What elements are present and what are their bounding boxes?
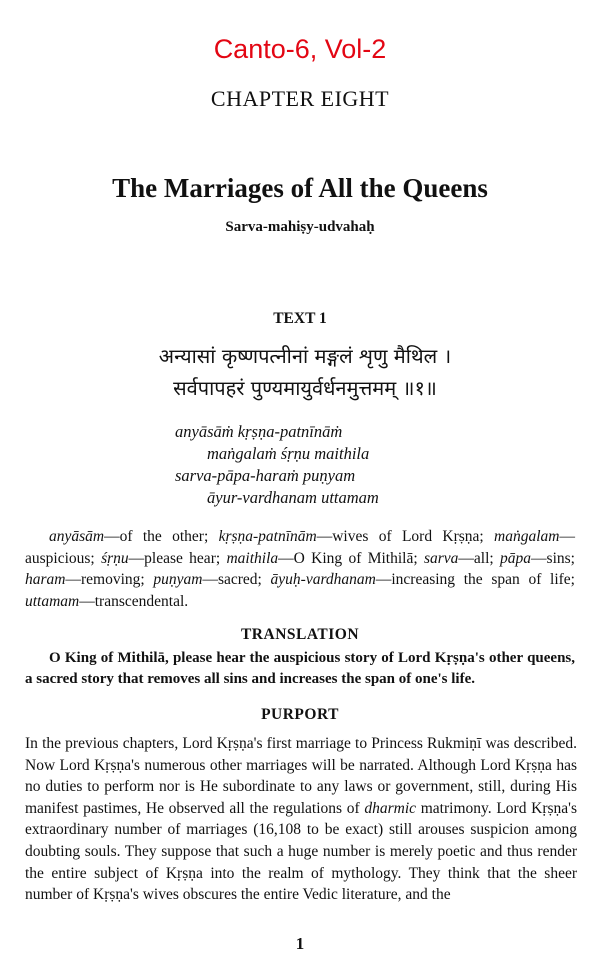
transliteration-line-2: maṅgalaṁ śṛṇu maithila [207, 444, 370, 463]
synonym-meaning: please hear; [144, 549, 227, 567]
synonym-term: puṇyam [153, 571, 203, 588]
synonym-meaning: O King of Mithilā; [293, 549, 424, 567]
canto-label: Canto-6, Vol-2 [213, 34, 387, 64]
verse-heading: TEXT 1 [273, 310, 327, 327]
synonym-meaning: removing; [80, 571, 154, 588]
synonym-meaning: all; [473, 549, 501, 567]
synonym-term: maithila [226, 549, 279, 567]
synonym-term: sarva [423, 549, 459, 567]
transliteration-line-4: āyur-vardhanam uttamam [207, 488, 379, 507]
synonym-term: kṛṣṇa-patnīnām [218, 528, 317, 545]
synonym-meaning: sacred; [217, 571, 271, 588]
synonym-term: maṅgalam [494, 528, 560, 545]
synonym-term: uttamam [25, 592, 80, 610]
synonym-term: śṛṇu [101, 549, 129, 567]
page-number: 1 [295, 934, 305, 953]
synonym-term: haram [25, 571, 66, 588]
purport-italic-word: dharmic [364, 799, 417, 817]
synonym-term: anyāsām [49, 528, 105, 545]
synonym-term: āyuḥ-vardhanam [270, 571, 376, 588]
synonym-meaning: of the other; [119, 528, 219, 545]
synonym-meaning: sins; [546, 549, 575, 567]
synonym-meaning: increasing the span of life; [391, 571, 575, 588]
purport-text: In the previous chapters, Lord Kṛṣṇa's first marriage to Princess Rukmiṇī was described. Now Lord Kṛṣṇa's numerous other marriages will be narrated. Although Lord Kṛṣṇa has no duties to perform nor is He subordinate to any laws or government, still, during His manifest pastimes, He observed all the regulations of dharmic matrimony. Lord Kṛṣṇa's extraordinary number of marriages (16,108 to be exact) still arouses suspicion among doubting souls. They suppose that such a huge number is merely poetic and thus render the entire subject of Kṛṣṇa into the realm of mythology. They think that the sheer number of Kṛṣṇa's wives obscures the entire Vedic literature, and the [25, 735, 577, 904]
purport-heading: PURPORT [261, 706, 339, 723]
synonym-term: pāpa [500, 549, 532, 567]
chapter-heading: CHAPTER EIGHT [210, 86, 390, 111]
sanskrit-line-2: सर्वपापहरं पुण्यमायुर्वर्धनमुत्तमम् ॥१॥ [173, 376, 437, 400]
synonym-meaning: auspicious; [25, 549, 102, 567]
translation-heading: TRANSLATION [240, 626, 360, 643]
translation-text: O King of Mithilā, please hear the auspicious story of Lord Kṛṣṇa's other queens, a sacred story that removes all sins and increases the span of one's life. [25, 650, 575, 687]
synonym-meaning: transcendental. [94, 592, 189, 610]
sanskrit-line-1: अन्यासां कृष्णपत्नीनां मङ्गलं शृणु मैथिल । [158, 344, 452, 368]
synonyms-paragraph: anyāsām—of the other; kṛṣṇa-patnīnām—wives of Lord Kṛṣṇa; maṅgalam—auspicious; śṛṇu—please hear; maithila—O King of Mithilā; sarva—all; pāpa—sins; haram—removing; puṇyam—sacred; āyuḥ-vardhanam—increasing the span of life; uttamam—transcendental. [25, 528, 575, 610]
transliteration-line-3: sarva-pāpa-haraṁ puṇyam [175, 466, 356, 485]
transliteration-line-1: anyāsāṁ kṛṣṇa-patnīnāṁ [175, 422, 343, 441]
chapter-title: The Marriages of All the Queens [112, 173, 488, 203]
chapter-subtitle: Sarva-mahiṣy-udvahaḥ [225, 219, 375, 235]
synonym-meaning: wives of Lord Kṛṣṇa; [332, 528, 495, 545]
